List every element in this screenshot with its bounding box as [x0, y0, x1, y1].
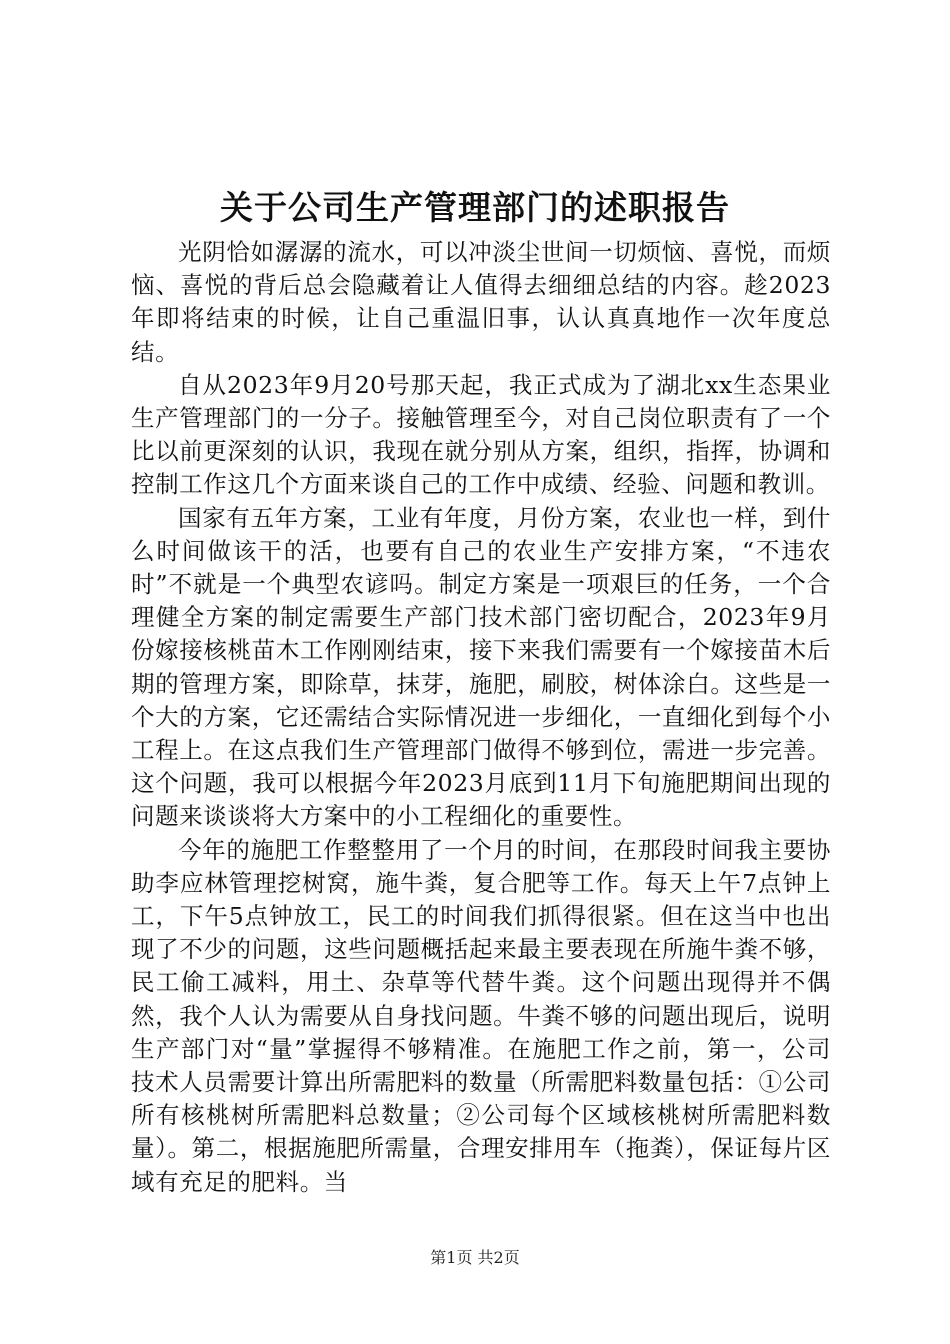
paragraph-fertilizing: 今年的施肥工作整整用了一个月的时间，在那段时间我主要协助李应林管理挖树窝，施牛粪，复合肥等工作。每天上午7点钟上工，下午5点钟放工，民工的时间我们抓得很紧。但在这当中也出现了不少的问题，这些问题概括起来最主要表现在所施牛粪不够，民工偷工减料，用土、杂草等代替牛粪。这个问题出现得并不偶然，我个人认为需要从自身找问题。牛粪不够的问题出现后，说明生产部门对“量”掌握得不够精准。在施肥工作之前，第一，公司技术人员需要计算出所需肥料的数量（所需肥料数量包括：①公司所有核桃树所需肥料总数量；②公司每个区域核桃树所需肥料数量）。第二，根据施肥所需量，合理安排用车（拖粪），保证每片区域有充足的肥料。当: [131, 835, 831, 1196]
document-body: [131, 236, 831, 1199]
paragraph-intro: 光阴恰如潺潺的流水，可以冲淡尘世间一切烦恼、喜悦，而烦恼、喜悦的背后总会隐藏着让人值得去细细总结的内容。趁2023年即将结束的时候，让自己重温旧事，认认真真地作一次年度总结。: [131, 238, 831, 366]
document-title: 关于公司生产管理部门的述职报告: [220, 188, 730, 227]
paragraph-planning: 国家有五年方案，工业有年度，月份方案，农业也一样，到什么时间做该干的活，也要有自己的农业生产安排方案，“不违农时”不就是一个典型农谚吗。制定方案是一项艰巨的任务，一个合理健全方案的制定需要生产部门技术部门密切配合，2023年9月份嫁接核桃苗木工作刚刚结束，接下来我们需要有一个嫁接苗木后期的管理方案，即除草，抹芽，施肥，刷胶，树体涂白。这些是一个大的方案，它还需结合实际情况进一步细化，一直细化到每个小工程上。在这点我们生产管理部门做得不够到位，需进一步完善。这个问题，我可以根据今年2023月底到11月下旬施肥期间出现的问题来谈谈将大方案中的小工程细化的重要性。: [131, 503, 831, 831]
paragraph-role: 自从2023年9月20号那天起，我正式成为了湖北xx生态果业生产管理部门的一分子。接触管理至今，对自己岗位职责有了一个比以前更深刻的认识，我现在就分别从方案，组织，指挥，协调和控制工作这几个方面来谈自己的工作中成绩、经验、问题和教训。: [131, 370, 831, 499]
page-number-footer: 第1页 共2页: [430, 1248, 520, 1267]
